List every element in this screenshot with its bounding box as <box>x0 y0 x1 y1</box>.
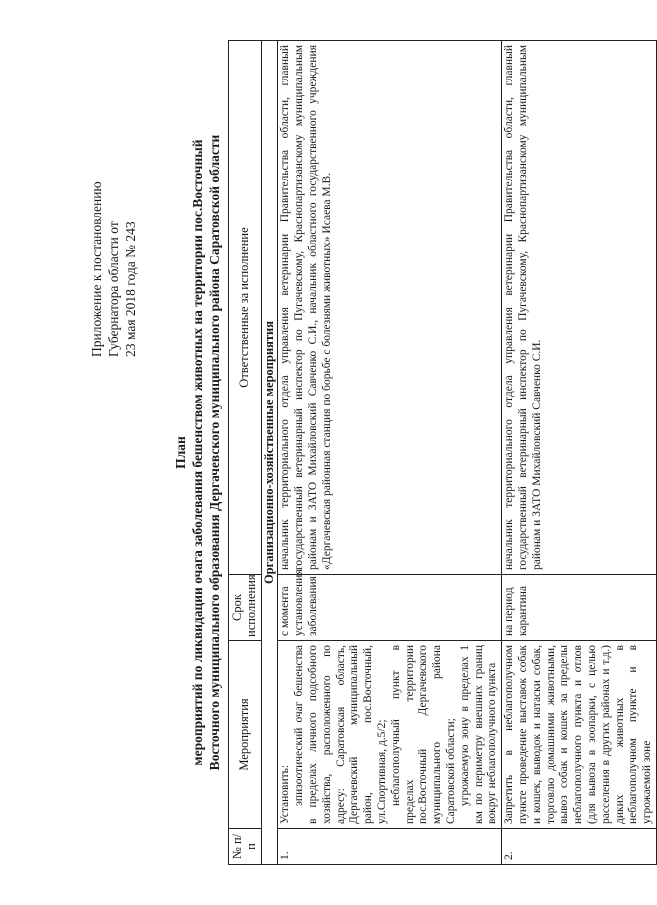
header-term: Срок исполнения <box>229 575 262 641</box>
appendix-line-2: Губернатора области от <box>106 221 121 357</box>
row-2-action: Запретить в неблагополучном пункте проведение выставок собак и кошек, выводок и натаски собак, торговлю домашними животными, вывоз собак и кошек за пределы неблагополучного пункта и отлов (для вывоза в зоопарки, с целью расселения в других районах и т.д.) диких животных в неблагополучном пункте и в угрожаемой зоне <box>502 641 657 829</box>
title-line-2: мероприятий по ликвидации очага заболевания бешенством животных на территории пос.Восточный <box>190 139 205 766</box>
table-header-row <box>229 41 262 865</box>
row-1-term: с момента установления заболевания <box>278 575 502 641</box>
row-1-num: 1. <box>278 829 502 865</box>
row-1-action-p2: неблагополучный пункт в пределах территории пос.Восточный Дергачевского муниципального района Саратовской области; <box>389 645 457 824</box>
title-line-3: Восточного муниципального образования Дергачевского муниципального района Саратовской области <box>207 134 222 771</box>
row-2-term: на период карантина <box>502 575 657 641</box>
table-row <box>502 41 657 865</box>
header-responsible: Ответственные за исполнение <box>229 41 262 575</box>
row-1-responsible: начальник территориального отдела управления ветеринарии Правительства области, главный государственный ветеринарный инспектор по Пугачевскому, Краснопартизанскому муниципальным районам и ЗАТО Михайловский Савченко С.И., начальник областного государственного учреждения «Дергачевская районная станция по борьбе с болезнями животных» Исаева М.В. <box>278 41 502 575</box>
row-1-action-p1: эпизоотический очаг бешенства в пределах личного подсобного хозяйства, расположенного по адресу: Саратовская область, Дергачевский муниципальный район, пос.Восточный, ул.Спортивная, д.5/2; <box>293 645 388 824</box>
row-2-responsible: начальник территориального отдела управления ветеринарии Правительства области, главный государственный ветеринарный инспектор по Пугачевскому, Краснопартизанскому муниципальным районам и ЗАТО Михайловский Савченко С.И. <box>502 41 657 575</box>
appendix-line-1: Приложение к постановлению <box>89 181 104 357</box>
row-2-num: 2. <box>502 829 657 865</box>
row-1-action-p3: угрожаемую зону в пределах 1 км по периметру внешних границ вокруг неблагополучного пункта <box>458 645 499 824</box>
title-line-1: План <box>173 436 188 469</box>
row-1-action <box>278 641 502 829</box>
plan-table <box>228 40 657 865</box>
appendix-note <box>88 37 139 357</box>
header-action: Мероприятия <box>229 641 262 829</box>
header-num: № п/п <box>229 829 262 865</box>
document-title <box>172 40 223 865</box>
table-row <box>278 41 502 865</box>
section-title: Организационно-хозяйственные мероприятия <box>261 41 278 865</box>
appendix-line-3: 23 мая 2018 года № 243 <box>123 221 138 357</box>
section-row <box>261 41 278 865</box>
row-1-action-intro: Установить: <box>279 764 292 824</box>
